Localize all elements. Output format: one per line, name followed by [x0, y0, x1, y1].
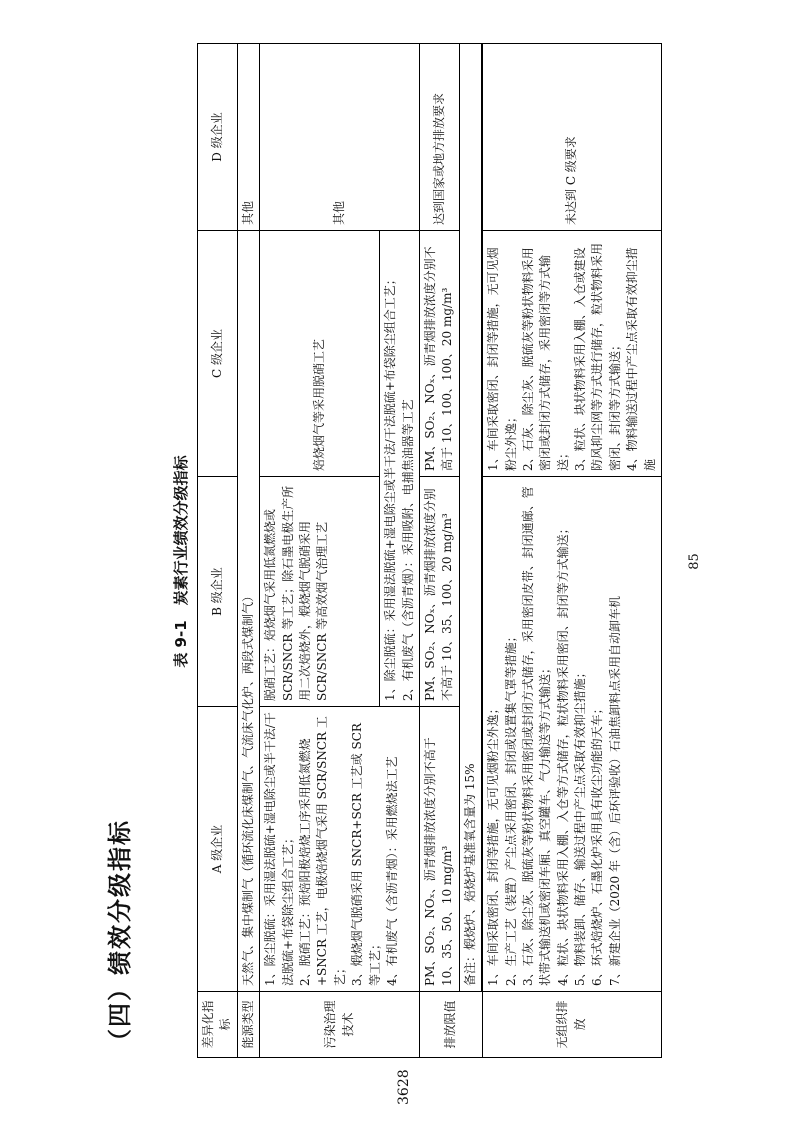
- pollution-c-top: 焙烧烟气等采用脱硝工艺: [260, 231, 380, 477]
- emission-label: 排放限值: [419, 992, 482, 1058]
- fugitive-c-item: 2、石灰、除尘灰、脱硫灰等粉状物料采用密闭或封闭方式储存，采用密闭等方式输送；: [520, 247, 570, 471]
- fugitive-c-item: 4、物料输送过程中产尘点采取有效抑尘措施: [625, 247, 657, 471]
- fugitive-label: 无组织排放: [482, 992, 661, 1058]
- fugitive-ab-item: 6、环式焙烧炉、石墨化炉采用具有收尘功能的天车；: [590, 702, 605, 986]
- energy-label: 能源类型: [237, 992, 259, 1058]
- emission-b: PM、SO₂、NOₓ、沥青烟排放浓度分别不高于 10、35、100、20 mg/m³: [419, 477, 459, 707]
- fugitive-c-item: 3、粒状、块状物料采用入棚、入仓或建设防风抑尘网等方式进行储存，粒状物料采用密闭、封闭等方式输送；: [573, 242, 622, 471]
- fugitive-ab-item: 1、车间采取密闭、封闭等措施，无可见烟粉尘外逸；: [486, 702, 501, 986]
- energy-d: 其他: [237, 44, 259, 231]
- fugitive-ab-item: 4、粒状、块状物料采用入棚、入仓等方式储存，粒状物料采用密闭、封闭等方式输送；: [555, 522, 570, 986]
- pollution-a-item: 1、除尘脱硫：采用湿法脱硫+湿电除尘或半干法/干法脱硫+布袋除尘组合工艺；: [263, 712, 295, 986]
- emission-a: PM、SO₂、NOₓ、沥青烟排放浓度分别不高于 10、35、50、10 mg/m³: [419, 707, 459, 992]
- fugitive-ab-item: 7、新建企业（2020 年（含）后环评验收）石油焦卸料点采用自动卸车机: [607, 596, 622, 986]
- header-indicator: 差异化指标: [198, 992, 238, 1058]
- table-header-row: [198, 44, 238, 1058]
- energy-row: [237, 44, 259, 1058]
- emission-c: PM、SO₂、NOₓ、沥青烟排放浓度分别不高于 10、100、100、20 mg/m³: [419, 231, 459, 477]
- fugitive-row: [482, 44, 661, 1058]
- fugitive-ab: [482, 477, 661, 992]
- fugitive-ab-item: 3、石灰、除尘灰、脱硫灰等粉状物料采用密闭或封闭方式储存，采用密闭皮带、封闭通廊、管状带式输送机或密闭车厢、真空罐车、气力输送等方式输送；: [520, 486, 553, 986]
- emission-note-row: [459, 44, 482, 1058]
- pollution-d: 其他: [260, 44, 420, 231]
- pollution-row-top: [260, 44, 380, 1058]
- pollution-bc-bottom: [380, 231, 420, 707]
- performance-grading-table: [197, 43, 662, 1058]
- pollution-b-top: 脱硝工艺：焙烧烟气采用低氮燃烧或SCR/SNCR 等工艺；除石墨电极生产所用二次焙烧外，煅烧烟气脱硝采用 SCR/SNCR 等高效烟气治理工艺: [260, 477, 380, 707]
- pollution-a-item: 4、有机废气（含沥青烟）：采用燃烧法工艺: [384, 756, 399, 986]
- header-d-level: D 级企业: [198, 44, 238, 231]
- header-a-level: A 级企业: [198, 707, 238, 992]
- section-heading: （四）绩效分级指标: [106, 819, 134, 1053]
- pollution-bc-item: 2、有机废气（含沥青烟）：采用吸附、电捕焦油器等工艺: [400, 399, 415, 701]
- table-caption: 表 9-1 炭素行业绩效分级指标: [172, 455, 190, 668]
- pollution-a-item: 3、煅烧烟气脱硝采用 SNCR+SCR 工艺或 SCR 等工艺；: [350, 723, 382, 986]
- pollution-a: [260, 707, 420, 992]
- page-number-secondary: 3628: [396, 1069, 412, 1105]
- pollution-bc-item: 1、除尘脱硫：采用湿法脱硫+湿电除尘或半干法/干法脱硫+布袋除尘组合工艺；: [383, 273, 398, 701]
- fugitive-d: 未达到 C 级要求: [482, 44, 661, 231]
- fugitive-ab-item: 2、生产工艺（装置）产尘点采用密闭、封闭或设置集气罩等措施；: [503, 630, 518, 986]
- pollution-label: 污染治理技术: [260, 992, 420, 1058]
- page-number: 85: [687, 553, 702, 570]
- emission-d: 达到国家或地方排放要求: [419, 44, 459, 231]
- emission-row: [419, 44, 459, 1058]
- fugitive-ab-item: 5、物料装卸、储存、输送过程中产尘点采取有效抑尘措施；: [573, 666, 588, 986]
- fugitive-c: [482, 231, 661, 477]
- fugitive-c-item: 1、车间采取密闭、封闭等措施，无可见烟粉尘外逸；: [486, 247, 518, 471]
- header-b-level: B 级企业: [198, 477, 238, 707]
- energy-abc: 天然气、集中煤制气（循环流化床煤制气、气流床气化炉、两段式煤制气）: [237, 231, 259, 992]
- header-c-level: C 级企业: [198, 231, 238, 477]
- pollution-a-item: 2、脱硝工艺：预焙阳极焙烧工序采用低氮燃烧+SNCR 工艺，电极焙烧烟气采用 SCR/SNCR 工艺；: [297, 716, 347, 986]
- emission-note: 备注：煅烧炉、焙烧炉基准氧含量为 15%: [459, 44, 482, 992]
